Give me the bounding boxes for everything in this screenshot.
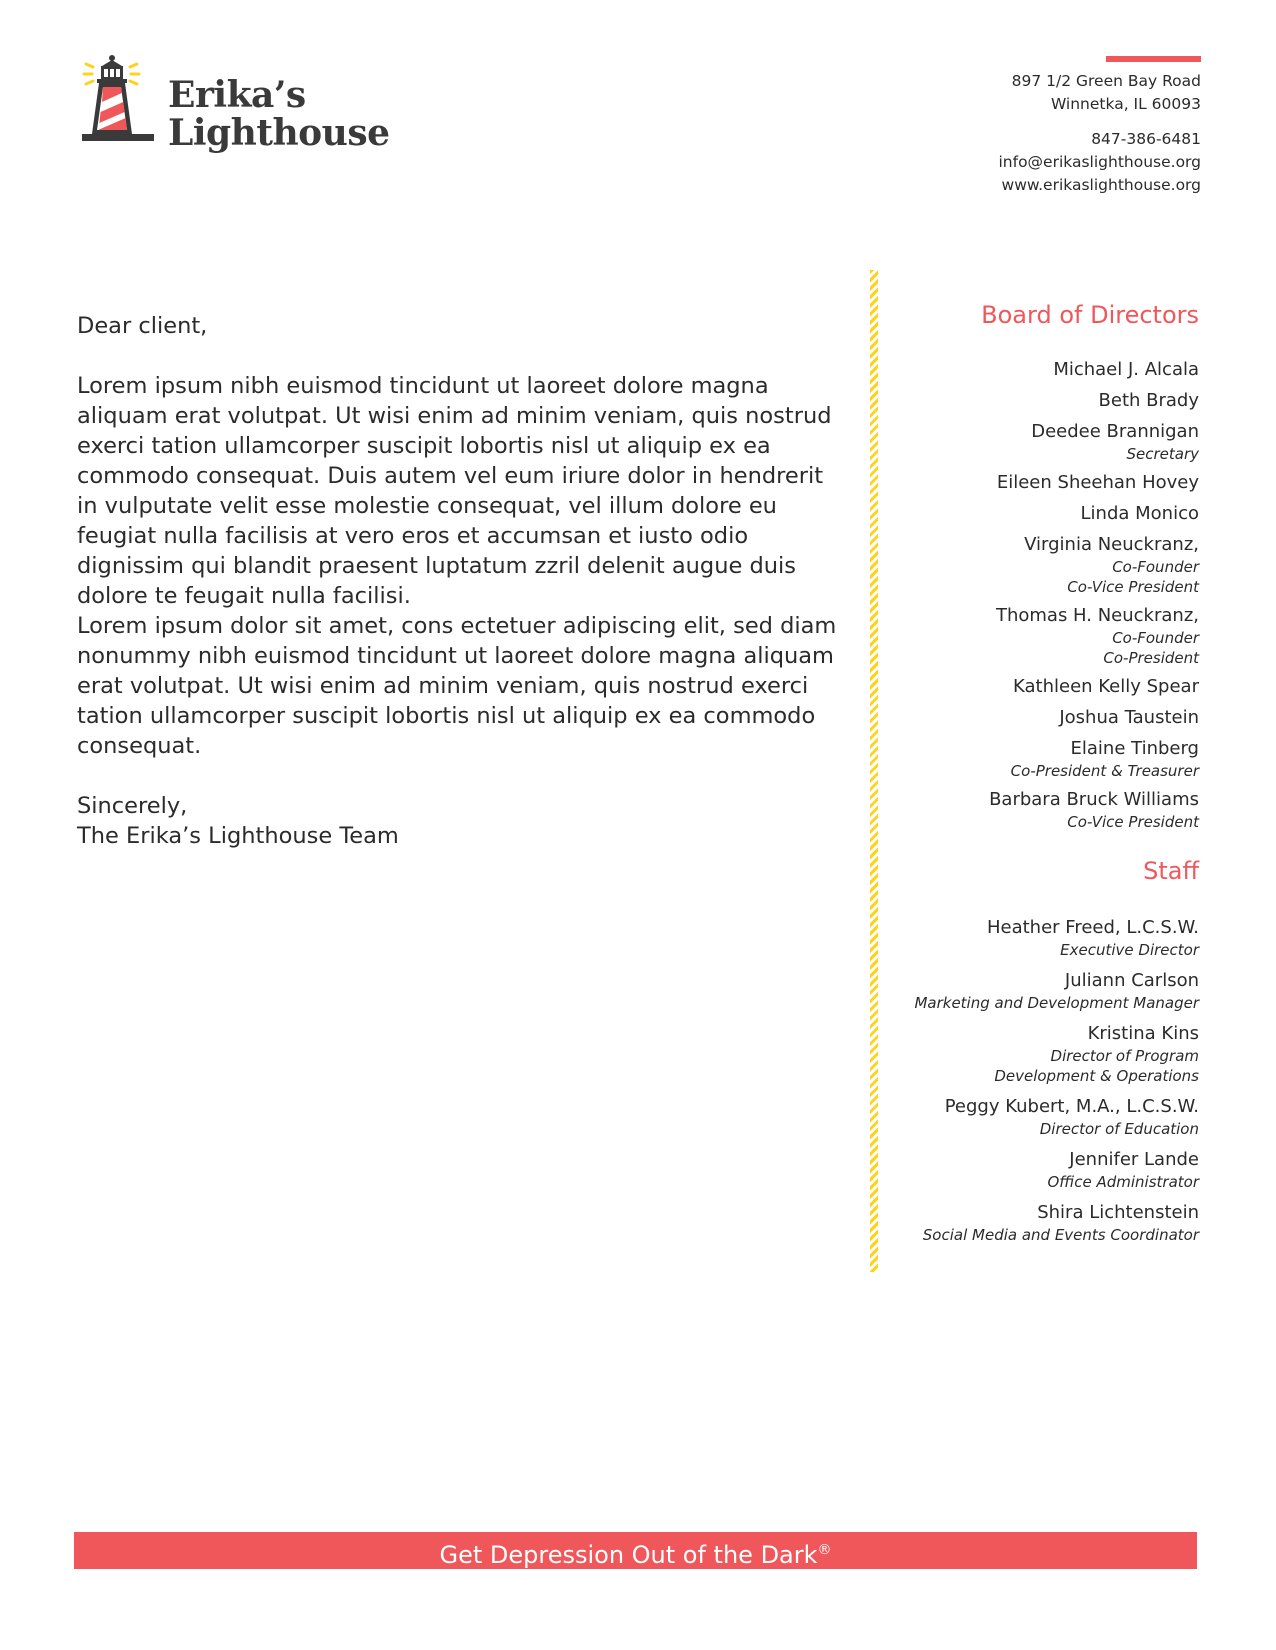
accent-bar — [1106, 56, 1201, 62]
person-name: Joshua Taustein — [1059, 707, 1199, 728]
person-name: Kristina Kins — [1087, 1023, 1199, 1044]
trademark-symbol: ® — [817, 1542, 832, 1558]
board-member — [879, 737, 1199, 781]
person-name: Barbara Bruck Williams — [989, 789, 1199, 810]
email-link[interactable]: info@erikaslighthouse.org — [998, 153, 1201, 171]
person-name: Virginia Neuckranz, — [1024, 534, 1199, 555]
person-role: Office Administrator — [1047, 1173, 1199, 1191]
closing: Sincerely, — [77, 793, 188, 819]
staff-member — [879, 1095, 1199, 1139]
board-member — [879, 533, 1199, 597]
person-name: Thomas H. Neuckranz, — [995, 605, 1199, 626]
board-member — [879, 389, 1199, 413]
salutation: Dear client, — [77, 313, 208, 339]
person-role: Co-President — [1103, 649, 1199, 667]
person-name: Peggy Kubert, M.A., L.C.S.W. — [944, 1096, 1199, 1117]
person-role: Secretary — [1126, 445, 1199, 463]
sidebar — [879, 300, 1199, 1254]
staff-member — [879, 1201, 1199, 1245]
person-role: Development & Operations — [994, 1067, 1199, 1085]
person-name: Heather Freed, L.C.S.W. — [986, 917, 1199, 938]
person-role: Co-Founder — [1112, 629, 1199, 647]
staff-member — [879, 969, 1199, 1013]
staff-member — [879, 1022, 1199, 1086]
person-role: Marketing and Development Manager — [914, 994, 1199, 1012]
board-member — [879, 604, 1199, 668]
phone-number: 847-386-6481 — [1091, 130, 1201, 148]
brand-name-line2: Lighthouse — [168, 112, 390, 154]
board-list — [879, 358, 1199, 832]
person-name: Elaine Tinberg — [1070, 738, 1199, 759]
person-name: Michael J. Alcala — [1053, 359, 1199, 380]
person-role: Director of Education — [1039, 1120, 1199, 1138]
person-role: Co-Vice President — [1067, 578, 1199, 596]
person-name: Deedee Brannigan — [1031, 421, 1199, 442]
board-member — [879, 358, 1199, 382]
footer-banner — [74, 1532, 1197, 1569]
board-member — [879, 706, 1199, 730]
staff-member — [879, 916, 1199, 960]
letter-paragraph-1: Lorem ipsum nibh euismod tincidunt ut laoreet dolore magna aliquam erat volutpat. Ut wisi enim ad minim veniam, quis nostrud exerci tation ullamcorper suscipit lobortis nisl ut aliquip ex ea commodo consequat. Duis autem vel eum iriure dolor in hendrerit in vulputate velit esse molestie consequat, vel illum dolore eu feugiat nulla facilisis at vero eros et accumsan et iusto odio dignissim qui blandit praesent luptatum zzril delenit augue duis dolore te feugait nulla facilisi. — [77, 373, 832, 609]
address-line2: Winnetka, IL 60093 — [1050, 95, 1201, 113]
signature: The Erika’s Lighthouse Team — [77, 823, 399, 849]
person-name: Shira Lichtenstein — [1037, 1202, 1199, 1223]
staff-list — [879, 916, 1199, 1245]
board-member — [879, 675, 1199, 699]
board-member — [879, 502, 1199, 526]
person-role: Co-Vice President — [1067, 813, 1199, 831]
brand-name — [168, 76, 390, 152]
striped-divider — [870, 270, 878, 1272]
board-title: Board of Directors — [981, 301, 1199, 329]
person-role: Director of Program — [1050, 1047, 1199, 1065]
board-member — [879, 471, 1199, 495]
board-member — [879, 788, 1199, 832]
letter-body — [77, 311, 837, 851]
staff-member — [879, 1148, 1199, 1192]
brand-logo — [80, 54, 390, 164]
person-role: Social Media and Events Coordinator — [922, 1226, 1199, 1244]
person-role: Co-Founder — [1112, 558, 1199, 576]
letter-paragraph-2: Lorem ipsum dolor sit amet, cons ectetuer adipiscing elit, sed diam nonummy nibh euismod tincidunt ut laoreet dolore magna aliquam erat volutpat. Ut wisi enim ad minim veniam, quis nostrud exerci tation ullamcorper suscipit lobortis nisl ut aliquip ex ea commodo consequat. — [77, 613, 837, 759]
board-member — [879, 420, 1199, 464]
lighthouse-icon — [80, 54, 158, 146]
staff-title: Staff — [1143, 857, 1199, 885]
person-name: Juliann Carlson — [1064, 970, 1199, 991]
person-name: Jennifer Lande — [1069, 1149, 1199, 1170]
address-line1: 897 1/2 Green Bay Road — [1011, 72, 1201, 90]
brand-name-line1: Erika’s — [168, 74, 306, 116]
person-name: Kathleen Kelly Spear — [1013, 676, 1199, 697]
person-name: Beth Brady — [1098, 390, 1199, 411]
contact-block — [881, 56, 1201, 197]
person-name: Eileen Sheehan Hovey — [996, 472, 1199, 493]
person-role: Executive Director — [1060, 941, 1199, 959]
footer-tagline: Get Depression Out of the Dark — [439, 1541, 818, 1569]
person-role: Co-President & Treasurer — [1010, 762, 1199, 780]
person-name: Linda Monico — [1080, 503, 1199, 524]
website-link[interactable]: www.erikaslighthouse.org — [1001, 176, 1201, 194]
